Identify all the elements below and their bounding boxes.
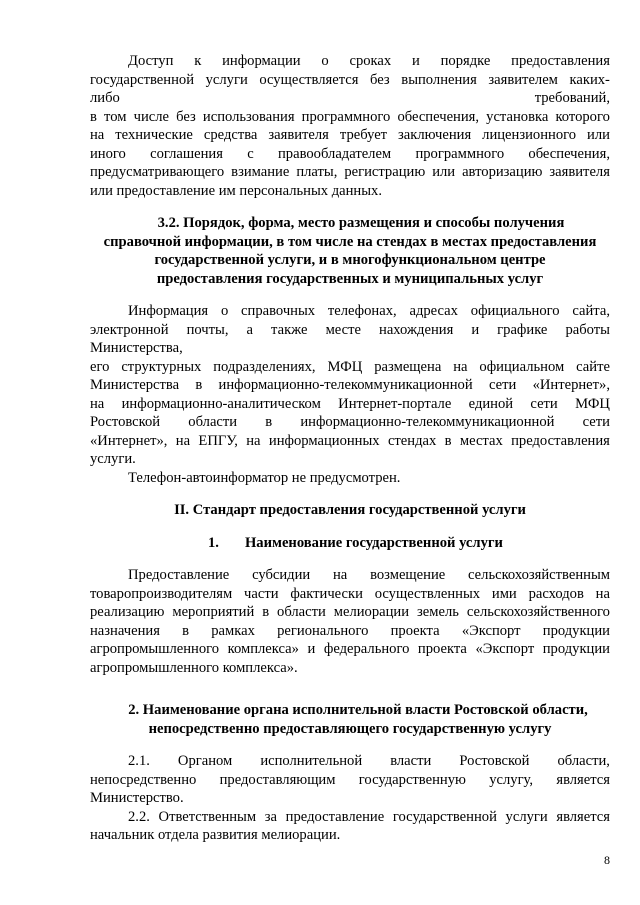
word: сайта, — [572, 303, 610, 319]
word: сельскохозяйственным — [468, 567, 610, 583]
text-line: начальник отдела развития мелиорации. — [90, 827, 341, 843]
word: реализацию — [90, 604, 165, 620]
text-line — [90, 395, 610, 414]
word: ими — [491, 585, 517, 602]
word: к — [194, 53, 202, 69]
word: в — [195, 377, 203, 393]
word: товаропроизводителям — [90, 585, 233, 602]
word: программного — [415, 145, 505, 162]
word: Ростовской — [90, 414, 161, 430]
text-line: требований, — [534, 90, 610, 106]
word: Информация — [128, 303, 209, 319]
word: регионального — [277, 622, 369, 639]
word: Интернет-портале — [338, 395, 452, 412]
word: в — [265, 414, 273, 430]
word: обеспечения, — [528, 145, 610, 162]
word: рамках — [211, 622, 255, 639]
text-line: Министерства, — [90, 340, 183, 356]
word: подразделениях, — [213, 358, 316, 375]
word: на — [595, 585, 610, 602]
word: заявителем — [488, 71, 558, 88]
word: области — [277, 604, 326, 620]
word: предоставление — [285, 808, 385, 825]
word: части — [244, 585, 279, 602]
word: его — [90, 358, 110, 375]
word: без — [370, 71, 390, 88]
word: на — [90, 127, 105, 143]
word: требует — [339, 127, 388, 143]
text-line — [90, 108, 610, 127]
word: агропромышленного — [90, 641, 220, 657]
text-line — [90, 71, 610, 90]
word: субсидии — [252, 567, 311, 583]
word: на — [175, 432, 191, 449]
word: комплекса» — [227, 641, 299, 657]
text-line: Министерство. — [90, 790, 184, 806]
word: является — [556, 771, 610, 788]
word: сети — [488, 377, 517, 393]
word: Доступ — [128, 53, 174, 69]
word: а — [246, 321, 253, 338]
section-heading-line: 3.2. Порядок, форма, место размещения и способы получения — [157, 215, 565, 231]
word: без — [176, 108, 196, 125]
text-line — [90, 163, 610, 182]
word: государственной — [392, 808, 497, 825]
word: проекта — [390, 622, 440, 639]
word: в — [444, 432, 452, 449]
word: мероприятий — [172, 604, 255, 620]
text-line — [90, 771, 610, 790]
word: в — [90, 108, 97, 125]
word: и — [411, 53, 420, 69]
word: информации — [222, 53, 301, 69]
word: графике — [497, 321, 548, 338]
page-number: 8 — [604, 853, 610, 867]
text-line: агропромышленного комплекса». — [90, 659, 298, 676]
word: на — [453, 358, 468, 375]
text-line: либо — [90, 90, 120, 106]
word: заключения — [398, 127, 472, 143]
word: федерального — [323, 641, 410, 657]
text-line — [90, 126, 610, 145]
word: о — [220, 303, 229, 319]
word: сети — [530, 395, 558, 412]
word: сайте — [576, 358, 610, 375]
section-heading-line: 2. Наименование органа исполнительной власти Ростовской области, — [128, 702, 588, 718]
word: с — [247, 145, 254, 162]
word: предусматривающего — [90, 164, 225, 180]
word: фактически — [290, 585, 363, 602]
text-line — [90, 640, 610, 659]
word: стендах — [387, 432, 437, 449]
word: непосредственно — [90, 771, 197, 788]
word: «Экспорт — [461, 622, 521, 639]
word: продукции — [542, 622, 610, 639]
word: о — [321, 53, 329, 69]
text-line — [90, 376, 610, 395]
word: заявителя — [549, 164, 610, 180]
word: «Экспорт — [475, 641, 535, 657]
word: назначения — [90, 622, 160, 639]
word: информационных — [268, 432, 380, 449]
word: информационно-телекоммуникационной — [218, 377, 473, 393]
word: размещена — [374, 358, 442, 375]
word: официального — [470, 303, 560, 319]
word: почты, — [186, 321, 229, 338]
text-line: или предоставление им персональных данных. — [90, 182, 382, 199]
word: сети — [582, 414, 610, 430]
word: расходов — [528, 585, 584, 602]
word: выполнения — [401, 71, 477, 88]
word: исполнительной — [260, 753, 363, 769]
word: структурных — [121, 358, 202, 375]
text-line — [90, 413, 610, 432]
word: нахождения — [379, 321, 454, 338]
word: власти — [390, 753, 432, 769]
word: сроках — [349, 53, 392, 69]
text-line — [90, 358, 610, 377]
word: также — [271, 321, 308, 338]
word: возмещение — [370, 567, 446, 583]
word: ЕПГУ, — [198, 432, 238, 449]
document-page — [90, 52, 610, 845]
word: порядке — [440, 53, 491, 69]
word: средства — [203, 127, 258, 143]
word: Ростовской — [459, 753, 530, 769]
word: авторизацию — [462, 164, 543, 180]
word: услугу, — [489, 771, 534, 788]
word: мелиорации — [333, 604, 410, 620]
word: том — [104, 108, 127, 125]
word: в — [262, 604, 270, 620]
word: области — [188, 414, 238, 430]
text-line — [90, 603, 610, 622]
word: услуги — [205, 71, 248, 88]
text-line — [90, 566, 610, 585]
word: в — [182, 622, 190, 639]
subsection-heading — [90, 534, 610, 553]
text-line — [90, 808, 610, 827]
word: «Интернет», — [532, 377, 610, 393]
word: Министерства — [90, 377, 180, 393]
word: или — [432, 164, 456, 180]
heading-number: 1. — [208, 534, 219, 551]
word: МФЦ — [327, 358, 363, 375]
word: осуществляется — [259, 71, 359, 88]
word: осуществленных — [374, 585, 481, 602]
word: программного — [301, 108, 391, 125]
word: информационно-аналитическом — [121, 395, 321, 412]
word: местах — [459, 432, 503, 449]
word: взимание — [231, 164, 290, 180]
word: платы, — [296, 164, 338, 180]
text-line — [90, 752, 610, 771]
word: земель — [416, 604, 459, 620]
word: и — [471, 321, 480, 338]
text-line: услуги. — [90, 451, 136, 467]
word: единой — [468, 395, 514, 412]
word: Органом — [177, 753, 233, 769]
word: за — [264, 808, 278, 825]
word: предоставления — [511, 53, 610, 69]
word: соглашения — [150, 145, 223, 162]
word: иного — [90, 145, 126, 162]
text-line — [90, 321, 610, 340]
word: «Интернет», — [90, 432, 168, 449]
word: работы — [565, 321, 610, 338]
word: МФЦ — [575, 395, 610, 412]
word: телефонах, — [327, 303, 397, 319]
text-line — [90, 302, 610, 321]
word: на — [333, 567, 348, 583]
text-line — [90, 622, 610, 641]
heading-text: Наименование государственной услуги — [244, 534, 503, 551]
text-line: Телефон-автоинформатор не предусмотрен. — [128, 469, 401, 486]
word: Предоставление — [128, 567, 230, 583]
section-heading-line: предоставления государственных и муниципальных услуг — [156, 270, 544, 287]
word: заявителя — [268, 127, 329, 143]
word: регистрацию — [344, 164, 426, 180]
word: 2.1. — [128, 753, 150, 769]
word: предоставления — [511, 432, 610, 449]
word: государственной — [90, 71, 195, 88]
word: 2.2. — [128, 808, 150, 825]
word: месте — [325, 321, 361, 338]
word: каких- — [569, 71, 610, 88]
word: использования — [202, 108, 295, 125]
word: области, — [557, 753, 610, 769]
word: предоставляющим — [219, 771, 336, 788]
text-line — [90, 145, 610, 164]
word: проекта — [417, 641, 467, 657]
word: обеспечения, — [397, 108, 480, 125]
chapter-heading: II. Стандарт предоставления государственной услуги — [174, 502, 526, 518]
section-heading-line: справочной информации, в том числе на стендах в местах предоставления — [103, 233, 597, 250]
word: и — [307, 641, 316, 657]
word: правообладателем — [278, 145, 392, 162]
word: сельскохозяйственного — [466, 604, 610, 620]
section-heading-line: непосредственно предоставляющего государственную услугу — [148, 720, 552, 737]
word: государственную — [358, 771, 466, 788]
text-line — [90, 585, 610, 604]
word: которого — [555, 108, 610, 125]
word: услуги — [505, 808, 548, 825]
word: официальном — [479, 358, 565, 375]
text-line — [90, 52, 610, 71]
section-heading-line: государственной услуги, и в многофункциональном центре — [154, 252, 546, 268]
word: или — [587, 127, 610, 143]
word: электронной — [90, 321, 169, 338]
word: числе — [133, 108, 169, 125]
text-line — [90, 432, 610, 451]
word: продукции — [542, 641, 610, 657]
word: является — [556, 808, 610, 825]
word: на — [90, 395, 105, 412]
word: установка — [486, 108, 549, 125]
word: справочных — [241, 303, 316, 319]
word: Ответственным — [158, 808, 257, 825]
word: адресах — [409, 303, 458, 319]
word: на — [246, 432, 261, 449]
word: информационно-телекоммуникационной — [300, 414, 555, 430]
word: лицензионного — [482, 127, 577, 143]
word: технические — [115, 127, 193, 143]
